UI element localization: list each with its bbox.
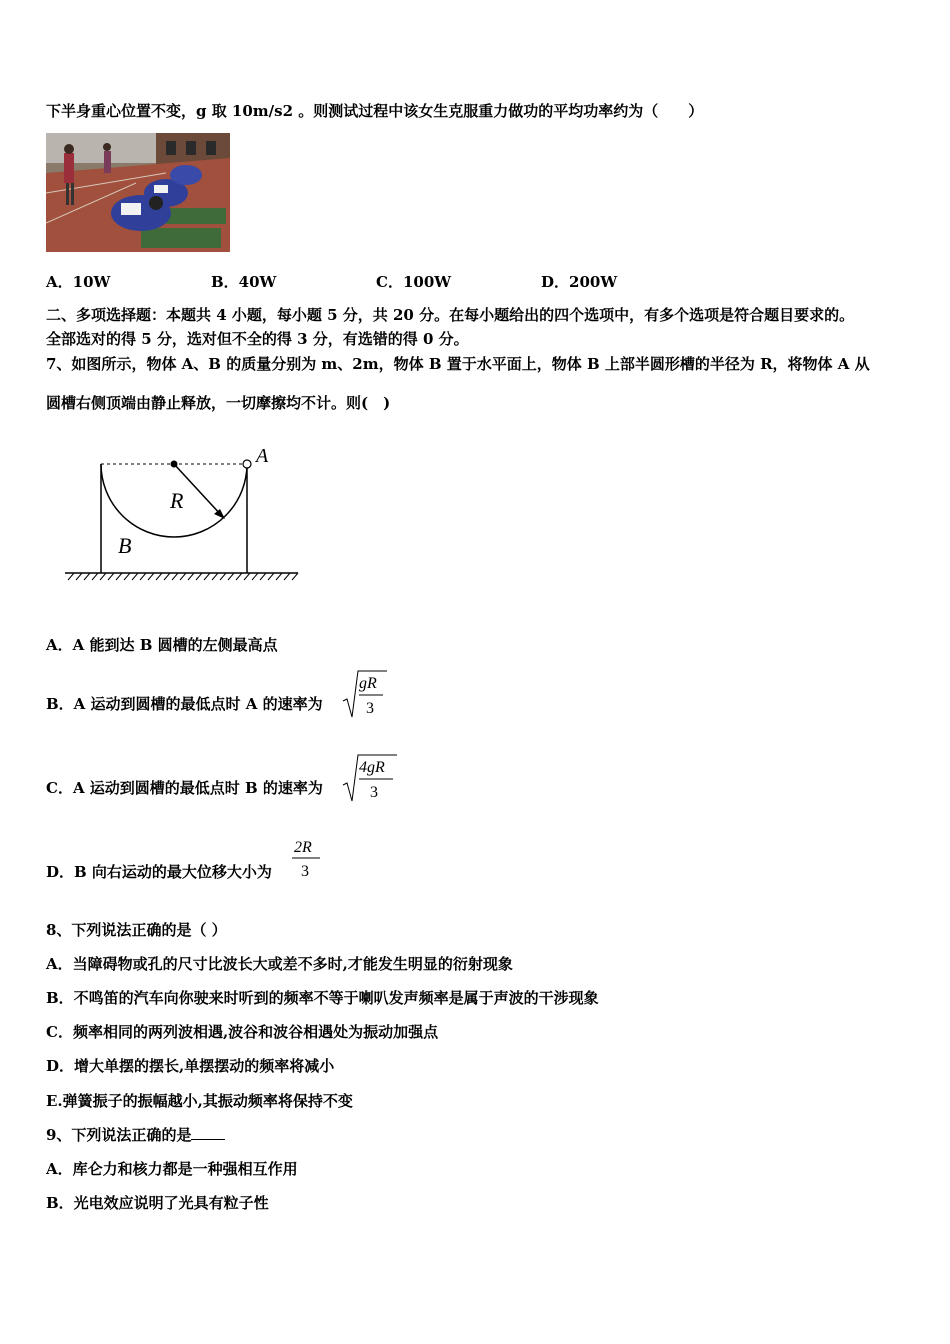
q7-d-formula xyxy=(290,834,324,884)
semicircle-groove-diagram xyxy=(60,440,310,585)
section2-instructions-line2: 全部选对的得 5 分，选对但不全的得 3 分，有选错的得 0 分。 xyxy=(46,330,469,348)
q6-option-c[interactable]: C．100W xyxy=(376,273,452,291)
q7-option-b[interactable]: B．A 运动到圆槽的最低点时 A 的速率为 xyxy=(46,695,323,713)
q7-d-numerator: 2R xyxy=(294,839,312,856)
q7-stem-line1: 7、如图所示，物体 A、B 的质量分别为 m、2m，物体 B 置于水平面上，物体 B 上部半圆形槽的半径为 R，将物体 A 从 xyxy=(46,355,870,373)
q7-option-d[interactable]: D．B 向右运动的最大位移大小为 xyxy=(46,863,272,881)
q6-option-b[interactable]: B．40W xyxy=(211,273,277,291)
q6-option-d[interactable]: D．200W xyxy=(541,273,618,291)
q9-stem-row xyxy=(46,1125,225,1145)
q7-option-c[interactable]: C．A 运动到圆槽的最低点时 B 的速率为 xyxy=(46,779,323,797)
q7-c-denominator: 3 xyxy=(370,784,378,801)
q7-c-formula xyxy=(341,752,401,804)
q7-b-numerator: gR xyxy=(359,675,377,692)
q8-option-e[interactable]: E.弹簧振子的振幅越小,其振动频率将保持不变 xyxy=(46,1092,353,1110)
situp-test-photo xyxy=(46,133,230,252)
q7-option-a[interactable]: A．A 能到达 B 圆槽的左侧最高点 xyxy=(46,636,278,654)
q6-option-a[interactable]: A．10W xyxy=(46,273,111,291)
q9-stem: 9、下列说法正确的是 xyxy=(46,1126,192,1144)
q7-stem-line2: 圆槽右侧顶端由静止释放，一切摩擦均不计。则( ) xyxy=(46,394,391,412)
q8-stem: 8、下列说法正确的是（ ） xyxy=(46,921,227,939)
q7-b-denominator: 3 xyxy=(366,700,374,717)
q9-option-a[interactable]: A．库仑力和核力都是一种强相互作用 xyxy=(46,1160,298,1178)
q7-d-denominator: 3 xyxy=(301,863,309,880)
q8-option-d[interactable]: D．增大单摆的摆长,单摆摆动的频率将减小 xyxy=(46,1057,335,1075)
q8-option-a[interactable]: A．当障碍物或孔的尺寸比波长大或差不多时,才能发生明显的衍射现象 xyxy=(46,955,513,973)
q8-option-c[interactable]: C．频率相同的两列波相遇,波谷和波谷相遇处为振动加强点 xyxy=(46,1023,439,1041)
answer-blank[interactable] xyxy=(191,1125,225,1140)
label-r: R xyxy=(170,488,184,513)
label-b: B xyxy=(118,533,132,558)
label-a: A xyxy=(256,445,269,467)
q7-b-formula xyxy=(341,668,391,720)
q8-option-b[interactable]: B．不鸣笛的汽车向你驶来时听到的频率不等于喇叭发声频率是属于声波的干涉现象 xyxy=(46,989,599,1007)
q7-c-numerator: 4gR xyxy=(359,759,385,776)
section2-instructions-line1: 二、多项选择题：本题共 4 小题，每小题 5 分，共 20 分。在每小题给出的四个选项中，有多个选项是符合题目要求的。 xyxy=(46,306,855,324)
q6-stem: 下半身重心位置不变，g 取 10m/s2 。则测试过程中该女生克服重力做功的平均功率约为（ ） xyxy=(46,102,704,120)
q9-option-b[interactable]: B．光电效应说明了光具有粒子性 xyxy=(46,1194,269,1212)
